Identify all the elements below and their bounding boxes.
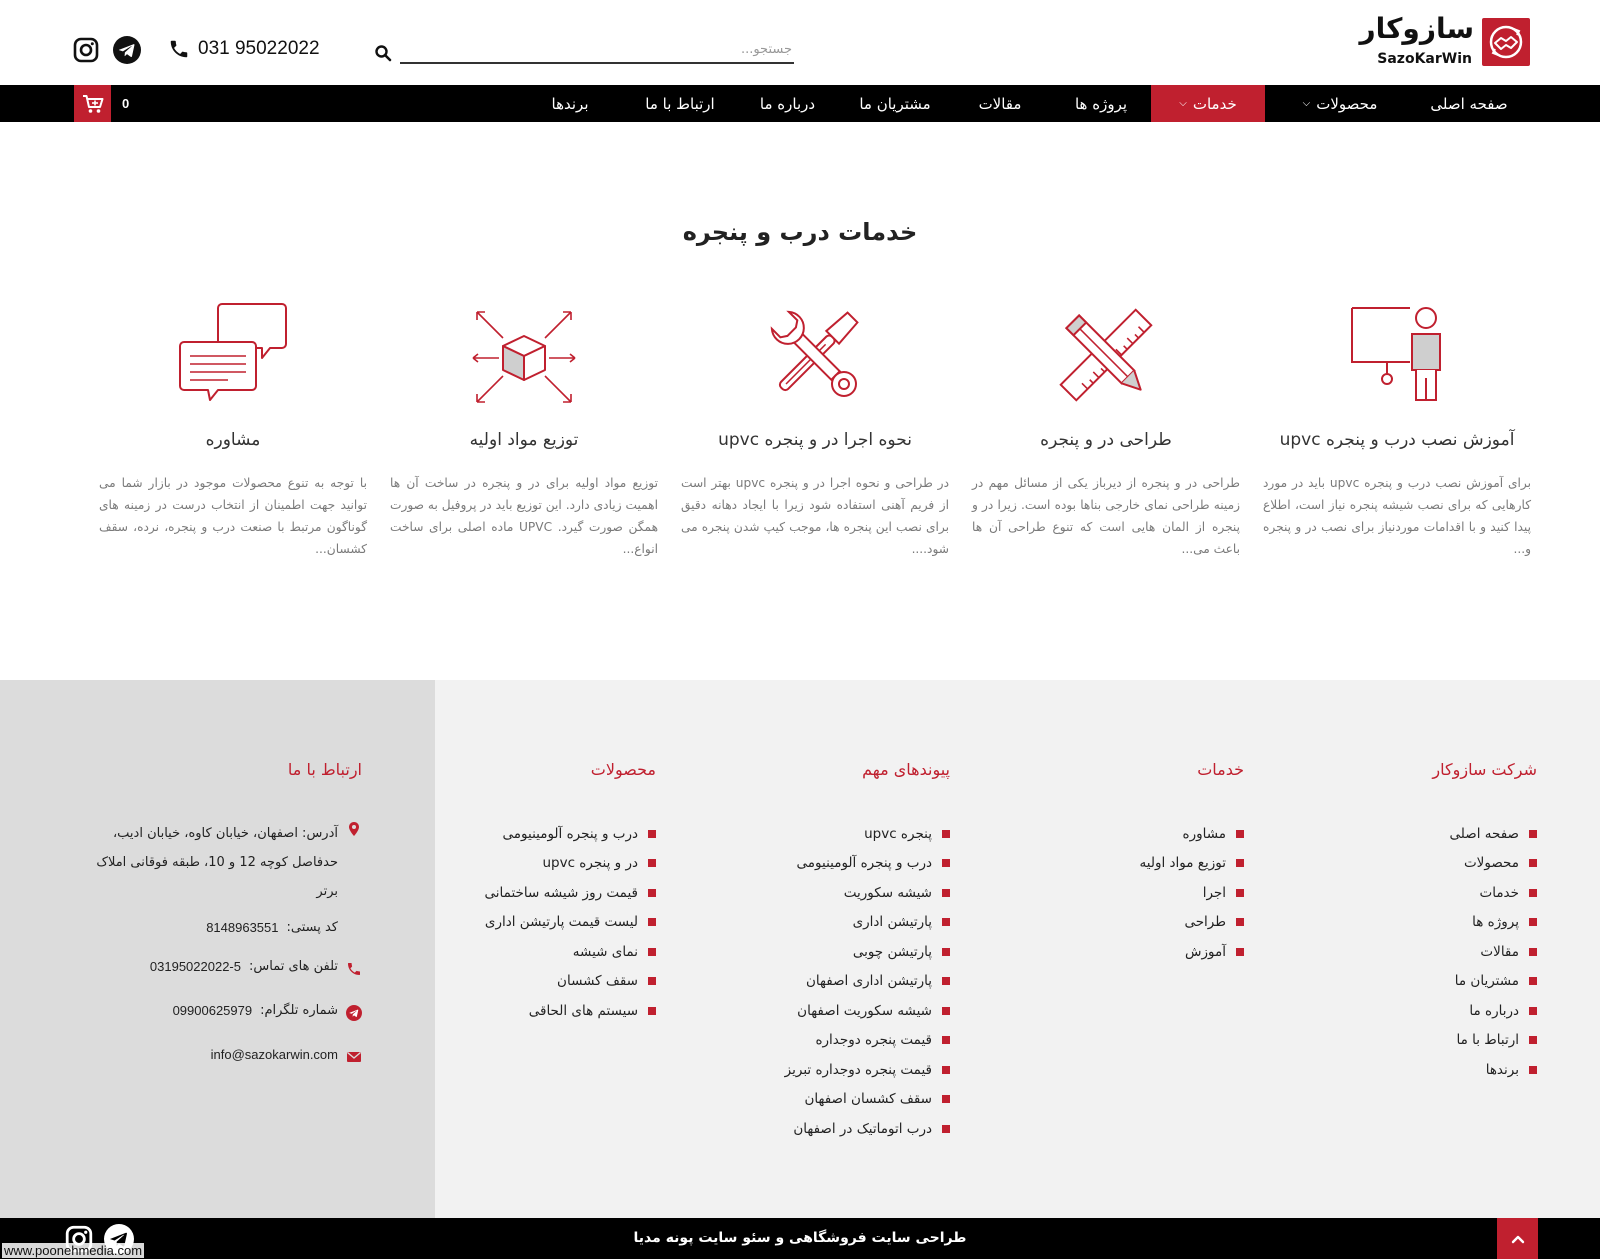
footer-link[interactable] [1432,967,1537,997]
footer-link[interactable] [1140,908,1244,938]
footer-link-label: قیمت پنجره دوجداره [815,1032,932,1049]
bullet-square-icon [648,859,656,867]
bullet-square-icon [1529,948,1537,956]
footer-link[interactable] [485,937,656,967]
footer-link-label: در و پنجره upvc [542,855,638,872]
bullet-square-icon [1236,859,1244,867]
bullet-square-icon [1529,1007,1537,1015]
site-header [0,0,1600,85]
footer-link[interactable] [1432,1055,1537,1085]
footer-link-label: درب و پنجره آلومینیومی [796,855,932,872]
footer-link-label: صفحه اصلی [1449,825,1519,842]
footer-link[interactable] [785,878,950,908]
service-text: طراحی در و پنجره از دیرباز یکی از مسائل مهم در زمینه طراحی نمای خارجی بناها بوده است. زیرا در و پنجره از المان هایی است که تنوع طراحی آن ها باعث می... [972,476,1240,556]
footer-products-column [485,760,656,1026]
footer-link-label: درب اتوماتیک در اصفهان [793,1120,932,1137]
footer-column-title: شرکت سازوکار [1432,760,1537,779]
service-title: طراحی در و پنجره [1040,430,1172,450]
envelope-icon [346,1049,362,1065]
telegram-icon [346,1005,362,1021]
footer-link-label: درب و پنجره آلومینیومی [502,825,638,842]
footer-company-column [1432,760,1537,1085]
footer-link-label: قیمت روز شیشه ساختمانی [484,884,638,901]
contact-address [72,819,362,906]
service-title: مشاوره [205,430,261,450]
service-card-training[interactable] [1263,300,1531,560]
service-card-distribution[interactable] [390,300,658,560]
phone-value: 03195022022-5 [149,959,241,974]
nav-label: مقالات [978,94,1022,113]
bullet-square-icon [1236,918,1244,926]
footer-link-label: پارتیشن اداری اصفهان [805,973,932,990]
tools-icon [760,300,870,410]
header-phone[interactable] [168,38,320,60]
bullet-square-icon [942,918,950,926]
footer-link-label: قیمت پنجره دوجداره تبریز [784,1061,932,1078]
bullet-square-icon [1529,859,1537,867]
phone-icon [168,38,190,60]
search-icon[interactable] [374,44,392,62]
bullet-square-icon [942,977,950,985]
cart-icon [82,94,104,114]
bullet-square-icon [942,1036,950,1044]
footer-link-label: محصولات [1463,855,1519,872]
footer-link[interactable] [1432,819,1537,849]
nav-label: مشتریان ما [859,94,931,113]
chevron-down-icon: ⌵ [1302,97,1311,109]
bullet-square-icon [1529,918,1537,926]
bullet-square-icon [942,1095,950,1103]
watermark-text: www.poonehmedia.com [4,1243,143,1258]
footer-link[interactable] [785,908,950,938]
bullet-square-icon [942,1066,950,1074]
service-card-design[interactable] [972,300,1240,560]
nav-label: پروژه ها [1074,94,1128,113]
footer-link[interactable] [1432,1026,1537,1056]
presentation-icon [1342,300,1452,410]
bullet-square-icon [1529,1036,1537,1044]
bullet-square-icon [1529,830,1537,838]
footer-link[interactable] [785,1114,950,1144]
footer-services-column [1140,760,1244,967]
service-card-execution[interactable] [681,300,949,560]
footer-link-label: مقالات [1480,943,1519,960]
footer-link-label: برندها [1485,1061,1519,1078]
footer-link-label: ارتباط با ما [1456,1032,1519,1049]
footer-link[interactable] [1432,849,1537,879]
footer-link[interactable] [1140,937,1244,967]
bullet-square-icon [1236,830,1244,838]
bullet-square-icon [648,830,656,838]
nav-label: محصولات [1316,94,1378,113]
phone-label: تلفن های تماس: [249,959,338,974]
contact-email[interactable] [72,1047,362,1065]
handshake-logo-icon [1482,18,1530,66]
bullet-square-icon [1529,977,1537,985]
footer-link-label: سیستم های الحاقی [528,1002,638,1019]
nav-home[interactable] [1400,85,1538,122]
footer-link-label: مشاوره [1182,825,1226,842]
bullet-square-icon [942,889,950,897]
footer-link[interactable] [485,996,656,1026]
service-title: توزیع مواد اولیه [469,430,579,450]
footer-link[interactable] [485,967,656,997]
footer-link[interactable] [1432,937,1537,967]
footer-link[interactable] [785,819,950,849]
nav-brands[interactable] [530,85,610,122]
bullet-square-icon [942,1125,950,1133]
footer-products-links [485,819,656,1026]
footer-column-title: خدمات [1197,760,1244,779]
bullet-square-icon [648,918,656,926]
nav-label: برندها [551,94,589,113]
nav-label: درباره ما [759,94,816,113]
footer-link-label: پروژه ها [1472,914,1519,931]
footer-link-label: سقف کشسان اصفهان [804,1091,932,1108]
location-pin-icon [346,821,362,837]
bullet-square-icon [1236,948,1244,956]
footer-link-label: شیشه سکوریت اصفهان [797,1002,932,1019]
footer-link[interactable] [485,819,656,849]
bullet-square-icon [1529,1066,1537,1074]
logo-text-fa: سازوکار [1359,12,1474,45]
contact-postal [72,920,362,935]
bullet-square-icon [942,948,950,956]
contact-phone[interactable] [72,959,362,977]
footer-column-title: محصولات [590,760,656,779]
email-link: info@sazokarwin.com [210,1047,338,1062]
footer-link-label: پنجره upvc [864,825,932,842]
nav-customers[interactable] [845,85,945,122]
phone-number: 031 95022022 [198,38,320,59]
phone-icon [346,961,362,977]
services-section-title: خدمات درب و پنجره [682,218,918,246]
footer-link[interactable] [1432,996,1537,1026]
footer-link-label: مشتریان ما [1454,973,1519,990]
address-line-1: آدرس: اصفهان، خیابان کاوه، خیابان ادیب، [112,826,338,841]
footer-link[interactable] [785,1055,950,1085]
telegram-value: 09900625979 [172,1003,253,1018]
footer-link[interactable] [1140,849,1244,879]
footer-contact-column [72,760,362,1065]
footer-link-label: درباره ما [1469,1002,1519,1019]
chevron-up-icon [1511,1234,1525,1244]
search-box [372,36,794,66]
postal-code: 8148963551 [206,920,279,935]
search-underline [400,62,794,64]
footer-column-title: ارتباط با ما [287,760,362,779]
telegram-icon[interactable] [113,36,141,64]
service-text: توزیع مواد اولیه برای در و پنجره در ساخت آن ها اهمیت زیادی دارد. این توزیع باید در پروفیل به صورت همگن صورت گیرد. UPVC ماده اصلی برای ساخت انواع... [390,476,658,556]
back-to-top-button[interactable] [1497,1218,1538,1259]
footer-important-links [785,819,950,1144]
service-text: با توجه به تنوع محصولات موجود در بازار شما می توانید جهت اطمینان از انتخاب درست در زمینه های گوناگون مرتبط با صنعت درب و پنجره، نرده، سقف کشسان... [99,476,367,556]
service-title: آموزش نصب درب و پنجره upvc [1279,430,1515,450]
footer-important-links-column [785,760,950,1144]
footer-column-title: پیوندهای مهم [862,760,950,779]
bullet-square-icon [648,1007,656,1015]
footer-link[interactable] [785,849,950,879]
footer-link-label: توزیع مواد اولیه [1139,855,1226,872]
bullet-square-icon [648,889,656,897]
nav-label: ارتباط با ما [645,94,715,113]
footer-link-label: نمای شیشه [572,943,638,960]
footer-services-links [1140,819,1244,967]
footer-link[interactable] [785,1085,950,1115]
footer-link[interactable] [485,849,656,879]
nav-products[interactable] [1280,85,1400,122]
designer-credit-link[interactable]: طراحی سایت فروشگاهی و سئو سایت پونه مدیا [633,1230,967,1246]
footer-link-label: لیست قیمت پارتیشن اداری [484,914,638,931]
bullet-square-icon [942,830,950,838]
service-text: در طراحی و نحوه اجرا در و پنجره upvc بهتر است از فریم آهنی استفاده شود زیرا با ایجاد دهانه دقیق برای نصب این پنجره ها، موجب کیپ شدن پنجره می شود.... [681,476,949,556]
footer-link[interactable] [485,908,656,938]
bullet-square-icon [648,977,656,985]
distribution-cube-icon [469,300,579,410]
main-nav [0,85,1600,122]
bullet-square-icon [942,859,950,867]
service-card-consultation[interactable] [99,300,367,560]
nav-about[interactable] [745,85,830,122]
pencil-ruler-icon [1051,300,1161,410]
footer-link[interactable] [485,878,656,908]
nav-projects[interactable] [1056,85,1146,122]
contact-telegram[interactable] [72,1003,362,1021]
footer-link[interactable] [785,967,950,997]
cart-button[interactable] [74,85,111,122]
chevron-down-icon: ⌵ [1179,97,1187,109]
footer-link-label: سقف کشسان [557,973,638,990]
site-logo[interactable] [1355,12,1530,72]
footer-link[interactable] [785,937,950,967]
footer-link[interactable] [785,996,950,1026]
service-text: برای آموزش نصب درب و پنجره upvc باید در مورد کارهایی که برای نصب شیشه پنجره نیاز است، اطلاع پیدا کنید و با اقدامات موردنیاز برای نصب در و پنجره و... [1263,476,1532,556]
footer-link[interactable] [785,1026,950,1056]
address-line-2: حدفاصل کوچه 12 و 10، طبقه فوقانی املاک برتر [96,855,338,899]
nav-label: خدمات [1192,94,1237,113]
footer-link-label: اجرا [1202,884,1226,901]
bullet-square-icon [1236,889,1244,897]
footer-link-label: پارتیشن اداری [852,914,932,931]
footer-link-label: شیشه سکوریت [843,884,932,901]
footer-link-label: آموزش [1185,943,1226,960]
nav-label: صفحه اصلی [1430,94,1508,113]
postal-label: کد پستی: [286,920,338,935]
footer-link[interactable] [1432,878,1537,908]
cart-count: 0 [122,96,130,111]
footer-link-label: خدمات [1479,884,1519,901]
footer-link-label: طراحی [1184,914,1226,931]
logo-text-en: SazoKarWin [1377,51,1472,67]
bullet-square-icon [1529,889,1537,897]
footer-company-links [1432,819,1537,1085]
instagram-icon[interactable] [72,36,100,64]
service-title: نحوه اجرا در و پنجره upvc [718,430,912,450]
telegram-label: شماره تلگرام: [260,1003,338,1018]
nav-articles[interactable] [960,85,1040,122]
chat-bubbles-icon [178,300,288,410]
footer-link[interactable] [1140,819,1244,849]
footer-link[interactable] [1140,878,1244,908]
bullet-square-icon [942,1007,950,1015]
search-input[interactable] [400,36,794,62]
bottom-bar [0,1218,1600,1259]
nav-services[interactable] [1151,85,1265,122]
bullet-square-icon [648,948,656,956]
footer-link-label: پارتیشن چوبی [852,943,932,960]
nav-contact[interactable] [625,85,735,122]
footer-link[interactable] [1432,908,1537,938]
